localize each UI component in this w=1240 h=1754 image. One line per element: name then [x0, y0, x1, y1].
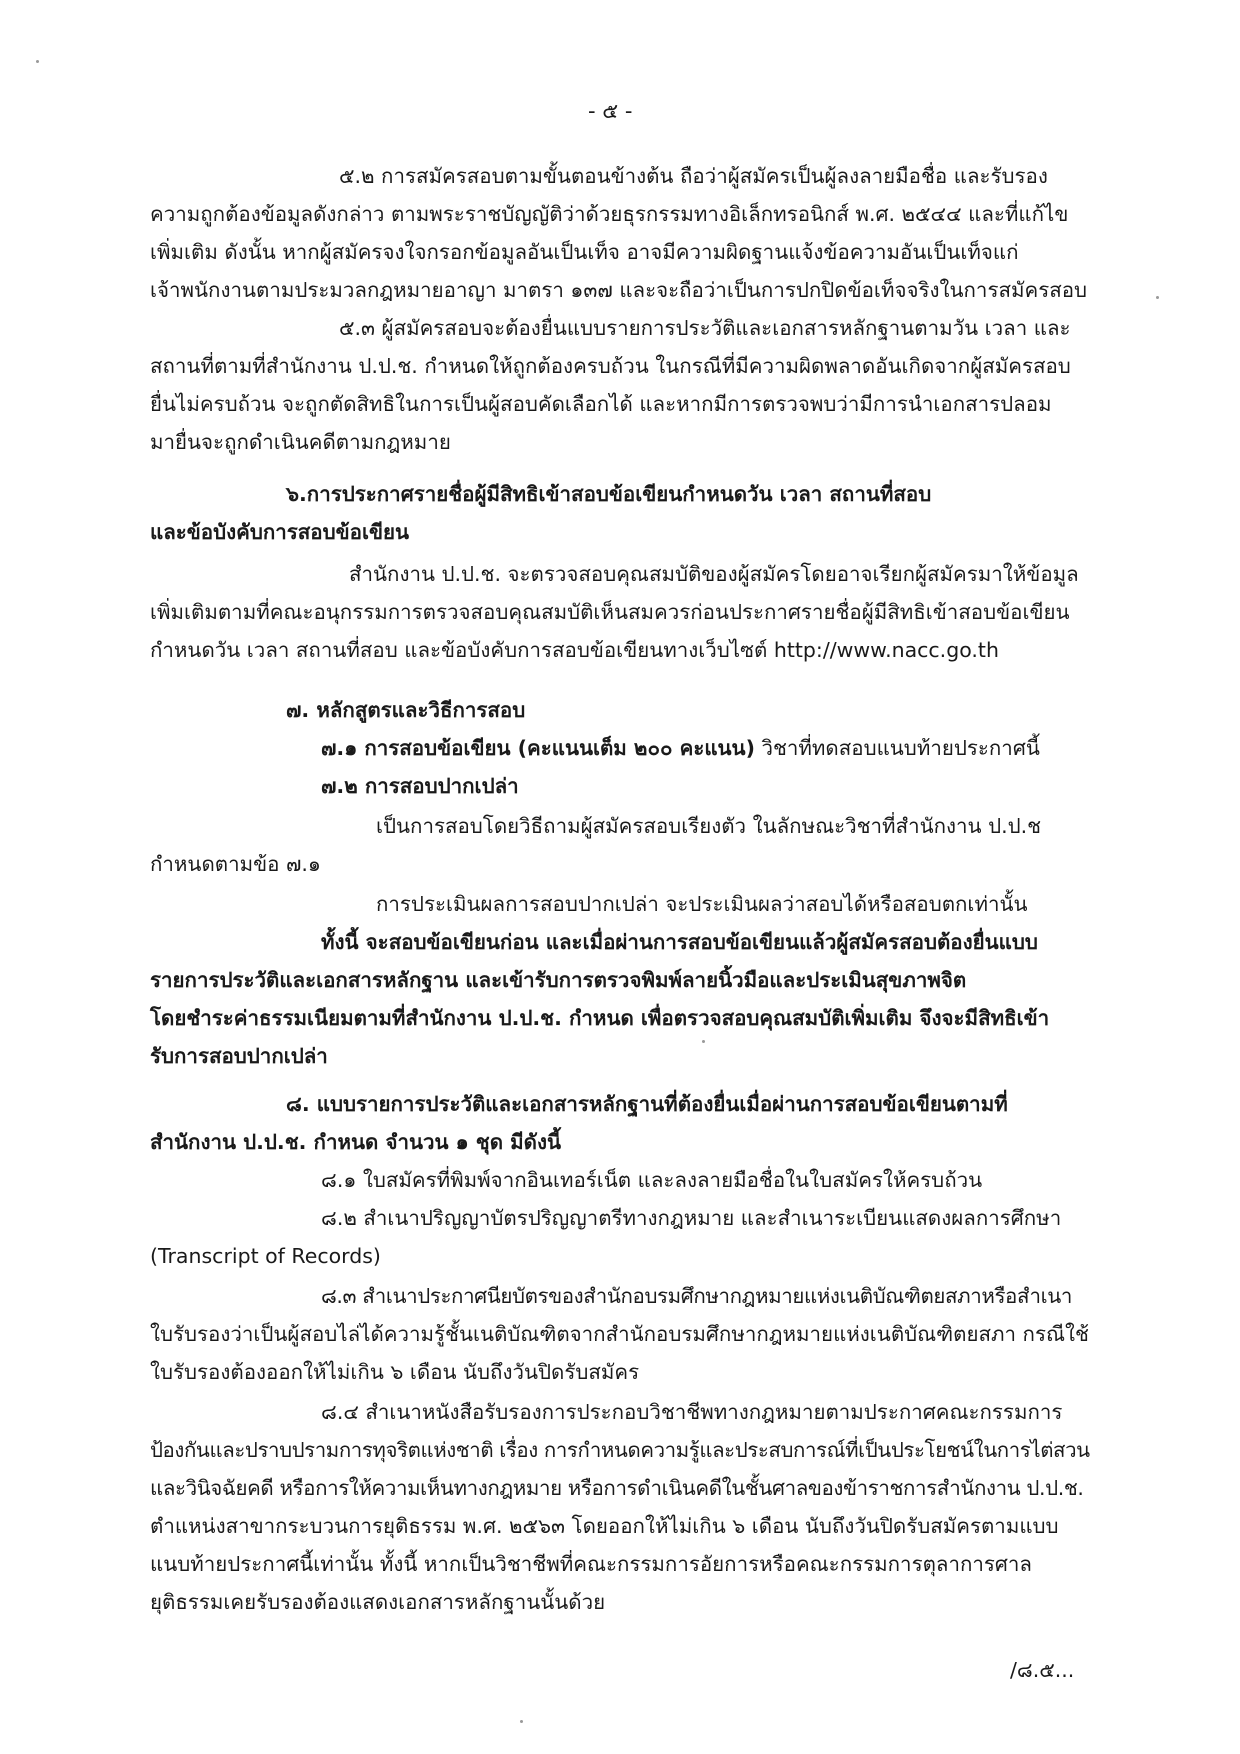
item-7-1-title: ๗.๑ การสอบข้อเขียน (คะแนนเต็ม ๒๐๐ คะแนน): [321, 736, 755, 760]
oral-exam-evaluation: การประเมินผลการสอบปากเปล่า จะประเมินผลว่าสอบได้หรือสอบตกเท่านั้น: [376, 892, 1028, 916]
item-8-4-line-6: ยุติธรรมเคยรับรองต้องแสดงเอกสารหลักฐานนั้นด้วย: [150, 1590, 606, 1614]
item-8-4-line-5: แนบท้ายประกาศนี้เท่านั้น ทั้งนี้ หากเป็นวิชาชีพที่คณะกรรมการอัยการหรือคณะกรรมการตุลาการศาล: [150, 1552, 1032, 1576]
note-line-2: รายการประวัติและเอกสารหลักฐาน และเข้ารับการตรวจพิมพ์ลายนิ้วมือและประเมินสุขภาพจิต: [150, 968, 967, 992]
item-8-4-line-3: และวินิจฉัยคดี หรือการให้ความเห็นทางกฎหมาย หรือการดำเนินคดีในชั้นศาลของข้าราชการสำนักงาน ป.ป.ช.: [150, 1476, 1084, 1500]
item-5-3-line-4: มายื่นจะถูกดำเนินคดีตามกฎหมาย: [150, 430, 451, 454]
item-5-3-line-2: สถานที่ตามที่สำนักงาน ป.ป.ช. กำหนดให้ถูกต้องครบถ้วน ในกรณีที่มีความผิดพลาดอันเกิดจากผู้สมัครสอบ: [150, 354, 1071, 378]
oral-exam-line-2: กำหนดตามข้อ ๗.๑: [150, 852, 321, 876]
item-5-2-line-4: เจ้าพนักงานตามประมวลกฎหมายอาญา มาตรา ๑๓๗ และจะถือว่าเป็นการปกปิดข้อเท็จจริงในการสมัครสอบ: [150, 278, 1088, 302]
note-line-4: รับการสอบปากเปล่า: [150, 1044, 328, 1068]
item-7-1-text: วิชาที่ทดสอบแนบท้ายประกาศนี้: [754, 736, 1040, 760]
note-line-3: โดยชำระค่าธรรมเนียมตามที่สำนักงาน ป.ป.ช. กำหนด เพื่อตรวจสอบคุณสมบัติเพิ่มเติม จึงจะมีสิทธิเข้า: [150, 1006, 1050, 1030]
item-8-1: ๘.๑ ใบสมัครที่พิมพ์จากอินเทอร์เน็ต และลงลายมือชื่อในใบสมัครให้ครบถ้วน: [321, 1168, 983, 1192]
item-5-3-line-1: ๕.๓ ผู้สมัครสอบจะต้องยื่นแบบรายการประวัติและเอกสารหลักฐานตามวัน เวลา และ: [339, 316, 1071, 340]
section-8-heading-line-2: สำนักงาน ป.ป.ช. กำหนด จำนวน ๑ ชุด มีดังนี้: [150, 1130, 562, 1154]
section-8-heading-line-1: ๘. แบบรายการประวัติและเอกสารหลักฐานที่ต้องยื่นเมื่อผ่านการสอบข้อเขียนตามที่: [286, 1092, 1008, 1116]
section-6-heading-line-2: และข้อบังคับการสอบข้อเขียน: [150, 520, 410, 544]
section-6-heading-line-1: ๖.การประกาศรายชื่อผู้มีสิทธิเข้าสอบข้อเขียนกำหนดวัน เวลา สถานที่สอบ: [286, 482, 932, 506]
section-6-para-line-1: สำนักงาน ป.ป.ช. จะตรวจสอบคุณสมบัติของผู้สมัครโดยอาจเรียกผู้สมัครมาให้ข้อมูล: [349, 562, 1079, 586]
scan-speck: [36, 60, 39, 63]
continuation-marker: /๘.๕...: [1010, 1658, 1075, 1682]
page-number: - ๕ -: [588, 99, 633, 123]
item-7-2: ๗.๒ การสอบปากเปล่า: [321, 774, 519, 798]
scan-speck: [702, 1040, 705, 1043]
item-8-4-line-4: ตำแหน่งสาขากระบวนการยุติธรรม พ.ศ. ๒๕๖๓ โดยออกให้ไม่เกิน ๖ เดือน นับถึงวันปิดรับสมัครตามแบบ: [150, 1514, 1059, 1538]
item-5-2-line-2: ความถูกต้องข้อมูลดังกล่าว ตามพระราชบัญญัติว่าด้วยธุรกรรมทางอิเล็กทรอนิกส์ พ.ศ. ๒๕๔๔ และที่แก้ไข: [150, 202, 1069, 226]
oral-exam-line-1: เป็นการสอบโดยวิธีถามผู้สมัครสอบเรียงตัว ในลักษณะวิชาที่สำนักงาน ป.ป.ช: [376, 814, 1042, 838]
item-8-2-line-1: ๘.๒ สำเนาปริญญาบัตรปริญญาตรีทางกฎหมาย และสำเนาระเบียนแสดงผลการศึกษา: [321, 1206, 1062, 1230]
item-8-4-line-1: ๘.๔ สำเนาหนังสือรับรองการประกอบวิชาชีพทางกฎหมายตามประกาศคณะกรรมการ: [321, 1400, 1063, 1424]
scan-speck: [1156, 296, 1159, 299]
item-8-3-line-1: ๘.๓ สำเนาประกาศนียบัตรของสำนักอบรมศึกษากฎหมายแห่งเนติบัณฑิตยสภาหรือสำเนา: [321, 1284, 1072, 1308]
section-6-para-line-3: กำหนดวัน เวลา สถานที่สอบ และข้อบังคับการสอบข้อเขียนทางเว็บไซต์ http://www.nacc.go.th: [150, 638, 999, 662]
item-8-4-line-2: ป้องกันและปราบปรามการทุจริตแห่งชาติ เรื่อง การกำหนดความรู้และประสบการณ์ที่เป็นประโยชน์ในการไต่สวน: [150, 1438, 1090, 1462]
item-7-1: [321, 734, 1040, 762]
item-5-2-line-1: ๕.๒ การสมัครสอบตามขั้นตอนข้างต้น ถือว่าผู้สมัครเป็นผู้ลงลายมือชื่อ และรับรอง: [339, 164, 1048, 188]
scan-speck: [520, 1720, 523, 1723]
item-5-3-line-3: ยื่นไม่ครบถ้วน จะถูกตัดสิทธิในการเป็นผู้สอบคัดเลือกได้ และหากมีการตรวจพบว่ามีการนำเอกสารปลอม: [150, 392, 1052, 416]
item-8-3-line-3: ใบรับรองต้องออกให้ไม่เกิน ๖ เดือน นับถึงวันปิดรับสมัคร: [150, 1360, 640, 1384]
section-7-heading: ๗. หลักสูตรและวิธีการสอบ: [286, 698, 526, 722]
item-8-2-line-2: (Transcript of Records): [150, 1244, 381, 1268]
item-8-3-line-2: ใบรับรองว่าเป็นผู้สอบไล่ได้ความรู้ชั้นเนติบัณฑิตจากสำนักอบรมศึกษากฎหมายแห่งเนติบัณฑิตยสภา กรณีใช้: [150, 1322, 1089, 1346]
note-line-1: ทั้งนี้ จะสอบข้อเขียนก่อน และเมื่อผ่านการสอบข้อเขียนแล้วผู้สมัครสอบต้องยื่นแบบ: [321, 930, 1038, 954]
item-5-2-line-3: เพิ่มเติม ดังนั้น หากผู้สมัครจงใจกรอกข้อมูลอันเป็นเท็จ อาจมีความผิดฐานแจ้งข้อความอันเป็นเท็จแก่: [150, 240, 1019, 264]
section-6-para-line-2: เพิ่มเติมตามที่คณะอนุกรรมการตรวจสอบคุณสมบัติเห็นสมควรก่อนประกาศรายชื่อผู้มีสิทธิเข้าสอบข้อเขียน: [150, 600, 1070, 624]
